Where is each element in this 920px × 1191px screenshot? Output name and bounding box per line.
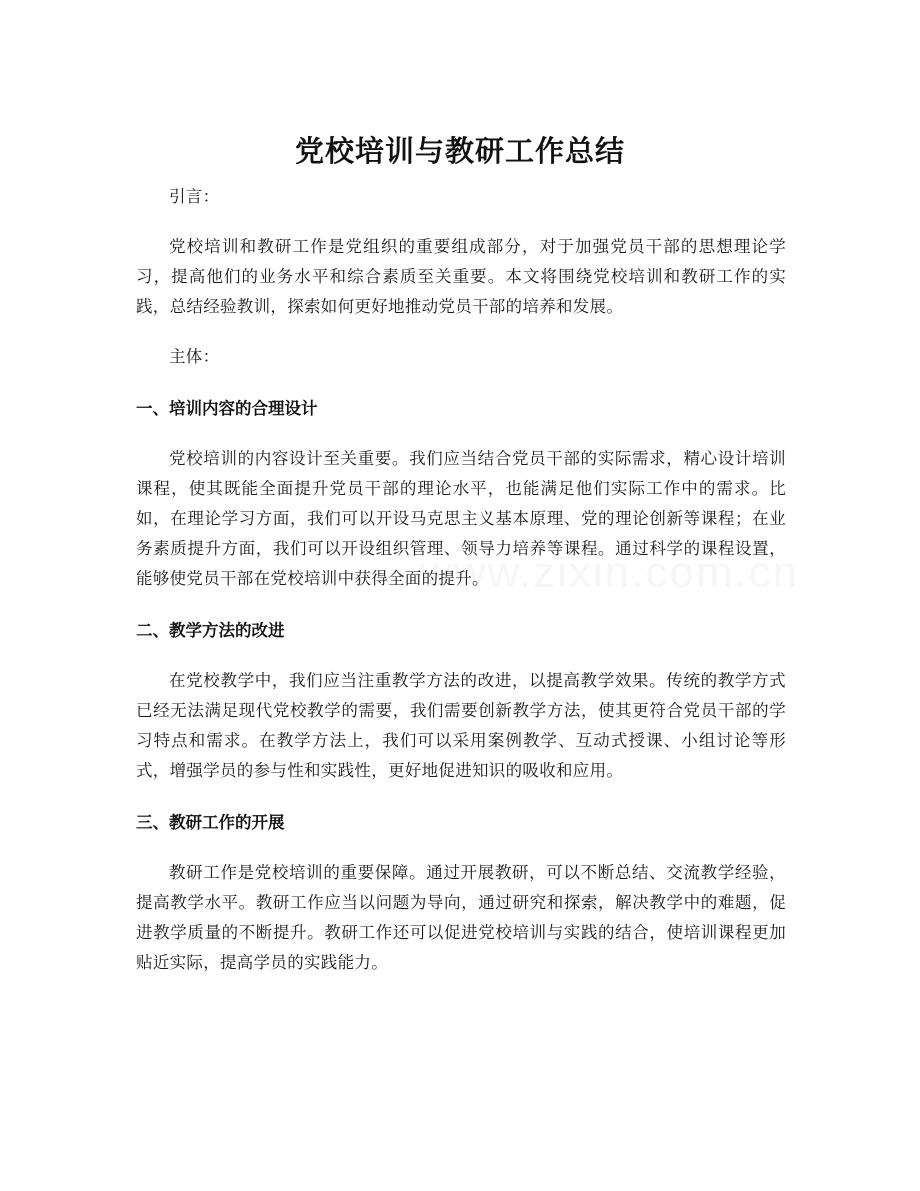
section-heading-3: 三、教研工作的开展 bbox=[136, 813, 285, 832]
section-paragraph-1: 党校培训的内容设计至关重要。我们应当结合党员干部的实际需求，精心设计培训课程，使其既能全面提升党员干部的理论水平，也能满足他们实际工作中的需求。比如，在理论学习方面，我们可以开设马克思主义基本原理、党的理论创新等课程；在业务素质提升方面，我们可以开设组织管理、领导力培养等课程。通过科学的课程设置，能够使党员干部在党校培训中获得全面的提升。 bbox=[136, 449, 786, 588]
section-paragraph-2: 在党校教学中，我们应当注重教学方法的改进，以提高教学效果。传统的教学方式已经无法满足现代党校教学的需要，我们需要创新教学方法，使其更符合党员干部的学习特点和需求。在教学方法上，我们可以采用案例教学、互动式授课、小组讨论等形式，增强学员的参与性和实践性，更好地促进知识的吸收和应用。 bbox=[136, 671, 786, 780]
intro-paragraph: 党校培训和教研工作是党组织的重要组成部分，对于加强党员干部的思想理论学习，提高他们的业务水平和综合素质至关重要。本文将围绕党校培训和教研工作的实践，总结经验教训，探索如何更好地推动党员干部的培养和发展。 bbox=[136, 237, 786, 316]
section-heading-2: 二、教学方法的改进 bbox=[136, 621, 285, 640]
intro-label: 引言： bbox=[169, 187, 220, 206]
body-label: 主体： bbox=[169, 347, 220, 366]
page-title: 党校培训与教研工作总结 bbox=[294, 134, 625, 169]
section-heading-1: 一、培训内容的合理设计 bbox=[136, 399, 318, 418]
document-body bbox=[136, 182, 786, 978]
section-paragraph-3: 教研工作是党校培训的重要保障。通过开展教研，可以不断总结、交流教学经验，提高教学水平。教研工作应当以问题为导向，通过研究和探索，解决教学中的难题，促进教学质量的不断提升。教研工作还可以促进党校培训与实践的结合，使培训课程更加贴近实际，提高学员的实践能力。 bbox=[136, 863, 786, 972]
